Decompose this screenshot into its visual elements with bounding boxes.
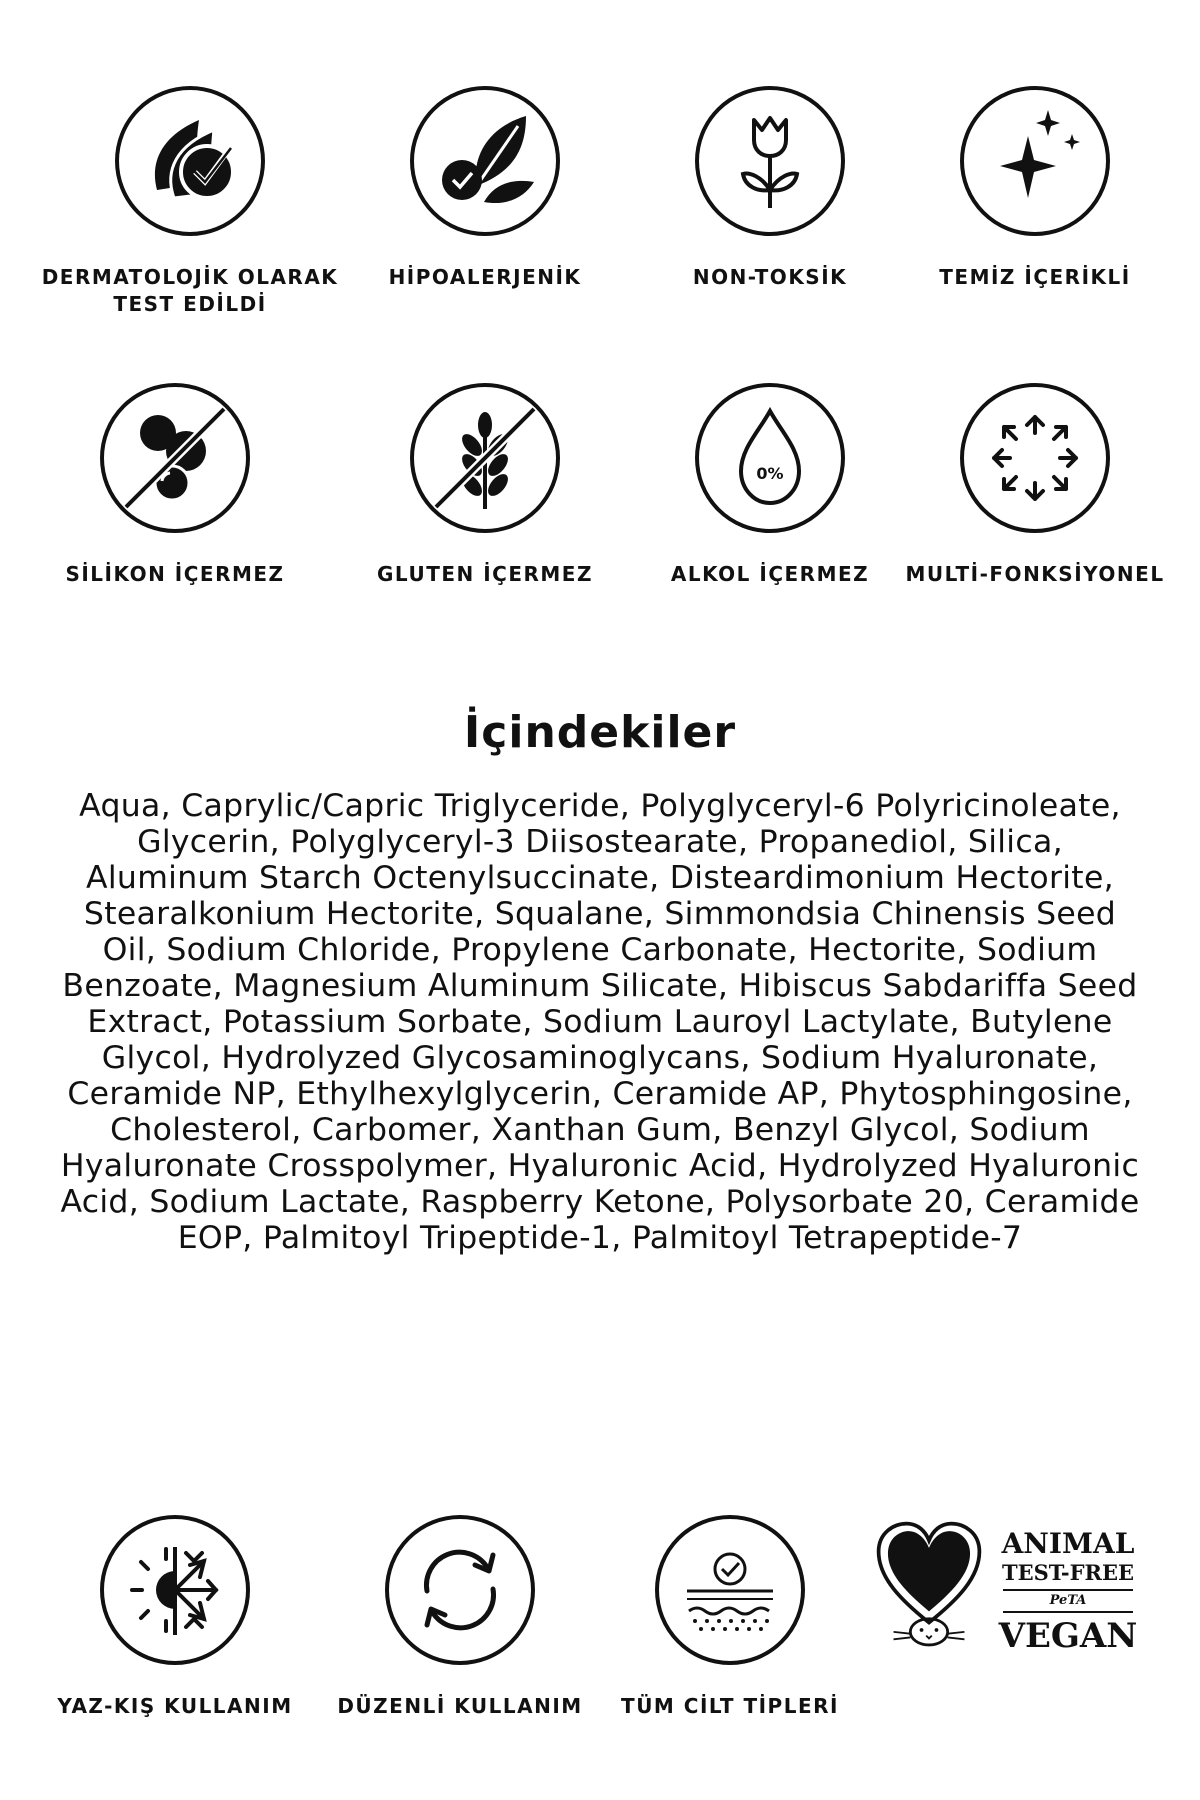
peta-line-peta: PeTA xyxy=(1003,1589,1133,1613)
badge-silicone-free xyxy=(25,383,325,588)
peta-text xyxy=(993,1528,1143,1656)
no-silicone-icon xyxy=(104,387,246,529)
cycle-arrows-icon xyxy=(389,1519,531,1661)
leaf-check-icon xyxy=(119,90,261,232)
badge-summer-winter-use xyxy=(25,1515,325,1720)
sparkle-icon xyxy=(964,90,1106,232)
badge-label: TÜM CİLT TİPLERİ xyxy=(621,1694,839,1718)
badge-all-skin-types xyxy=(580,1515,880,1720)
badge-circle xyxy=(410,86,560,236)
badge-gluten-free xyxy=(335,383,635,588)
badge-circle xyxy=(115,86,265,236)
badge-label: NON-TOKSİK xyxy=(692,265,848,289)
badge-regular-use xyxy=(310,1515,610,1720)
no-gluten-icon xyxy=(414,387,556,529)
badge-non-toxic xyxy=(620,86,920,291)
multi-arrows-icon xyxy=(964,387,1106,529)
badge-label: DÜZENLİ KULLANIM xyxy=(337,1694,583,1718)
badge-label: SİLİKON İÇERMEZ xyxy=(65,562,285,586)
badge-circle xyxy=(960,383,1110,533)
badge-label: DERMATOLOJİK OLARAK TEST EDİLDİ xyxy=(41,265,339,316)
skin-layers-check-icon xyxy=(659,1519,801,1661)
badge-circle xyxy=(100,383,250,533)
peta-line-test-free: TEST-FREE xyxy=(1001,1560,1135,1585)
badge-label: ALKOL İÇERMEZ xyxy=(670,562,870,586)
peta-line-animal: ANIMAL xyxy=(1001,1527,1135,1560)
alcohol-free-drop-icon xyxy=(699,387,841,529)
drop-text: 0% xyxy=(756,464,784,483)
ingredients-text: Aqua, Caprylic/Capric Triglyceride, Polyglyceryl-6 Polyricinoleate, Glycerin, Polyglyceryl-3 Diisostearate, Propanediol, Silica, Aluminum Starch Octenylsuccinate, Disteardimonium Hectorite, Stearalkonium Hectorite, Squalane, Simmondsia Chinensis Seed Oil, Sodium Chloride, Propylene Carbonate, Hectorite, Sodium Benzoate, Magnesium Aluminum Silicate, Hibiscus Sabdariffa Seed Extract, Potassium Sorbate, Sodium Lauroyl Lactylate, Butylene Glycol, Hydrolyzed Glycosaminoglycans, Sodium Hyaluronate, Ceramide NP, Ethylhexylglycerin, Ceramide AP, Phytosphingosine, Cholesterol, Carbomer, Xanthan Gum, Benzyl Glycol, Sodium Hyaluronate Crosspolymer, Hyaluronic Acid, Hydrolyzed Hyaluronic Acid, Sodium Lactate, Raspberry Ketone, Polysorbate 20, Ceramide EOP, Palmitoyl Tripeptide-1, Palmitoyl Tetrapeptide-7 xyxy=(60,788,1140,1256)
badge-circle xyxy=(410,383,560,533)
badge-circle xyxy=(100,1515,250,1665)
peta-logo xyxy=(873,1518,1153,1668)
badge-alcohol-free xyxy=(620,383,920,588)
badge-dermatologically-tested xyxy=(40,86,340,318)
sun-snowflake-icon xyxy=(104,1519,246,1661)
badge-label: GLUTEN İÇERMEZ xyxy=(377,562,593,586)
badge-circle xyxy=(695,383,845,533)
badge-circle xyxy=(695,86,845,236)
ingredients-title: İçindekiler xyxy=(463,707,737,758)
badge-circle xyxy=(385,1515,535,1665)
flower-icon xyxy=(699,90,841,232)
badge-label: TEMİZ İÇERİKLİ xyxy=(939,265,1131,289)
badge-label: YAZ-KIŞ KULLANIM xyxy=(57,1694,293,1718)
badge-hypoallergenic xyxy=(335,86,635,291)
badge-label: HİPOALERJENİK xyxy=(388,265,582,289)
badge-label: MULTİ-FONKSİYONEL xyxy=(905,562,1165,586)
badge-circle xyxy=(655,1515,805,1665)
peta-bunny-heart-icon xyxy=(873,1518,985,1658)
badge-clean-ingredients xyxy=(885,86,1185,291)
badge-circle xyxy=(960,86,1110,236)
badge-multi-functional xyxy=(885,383,1185,588)
peta-line-vegan: VEGAN xyxy=(998,1616,1138,1656)
leaf-berry-check-icon xyxy=(414,90,556,232)
